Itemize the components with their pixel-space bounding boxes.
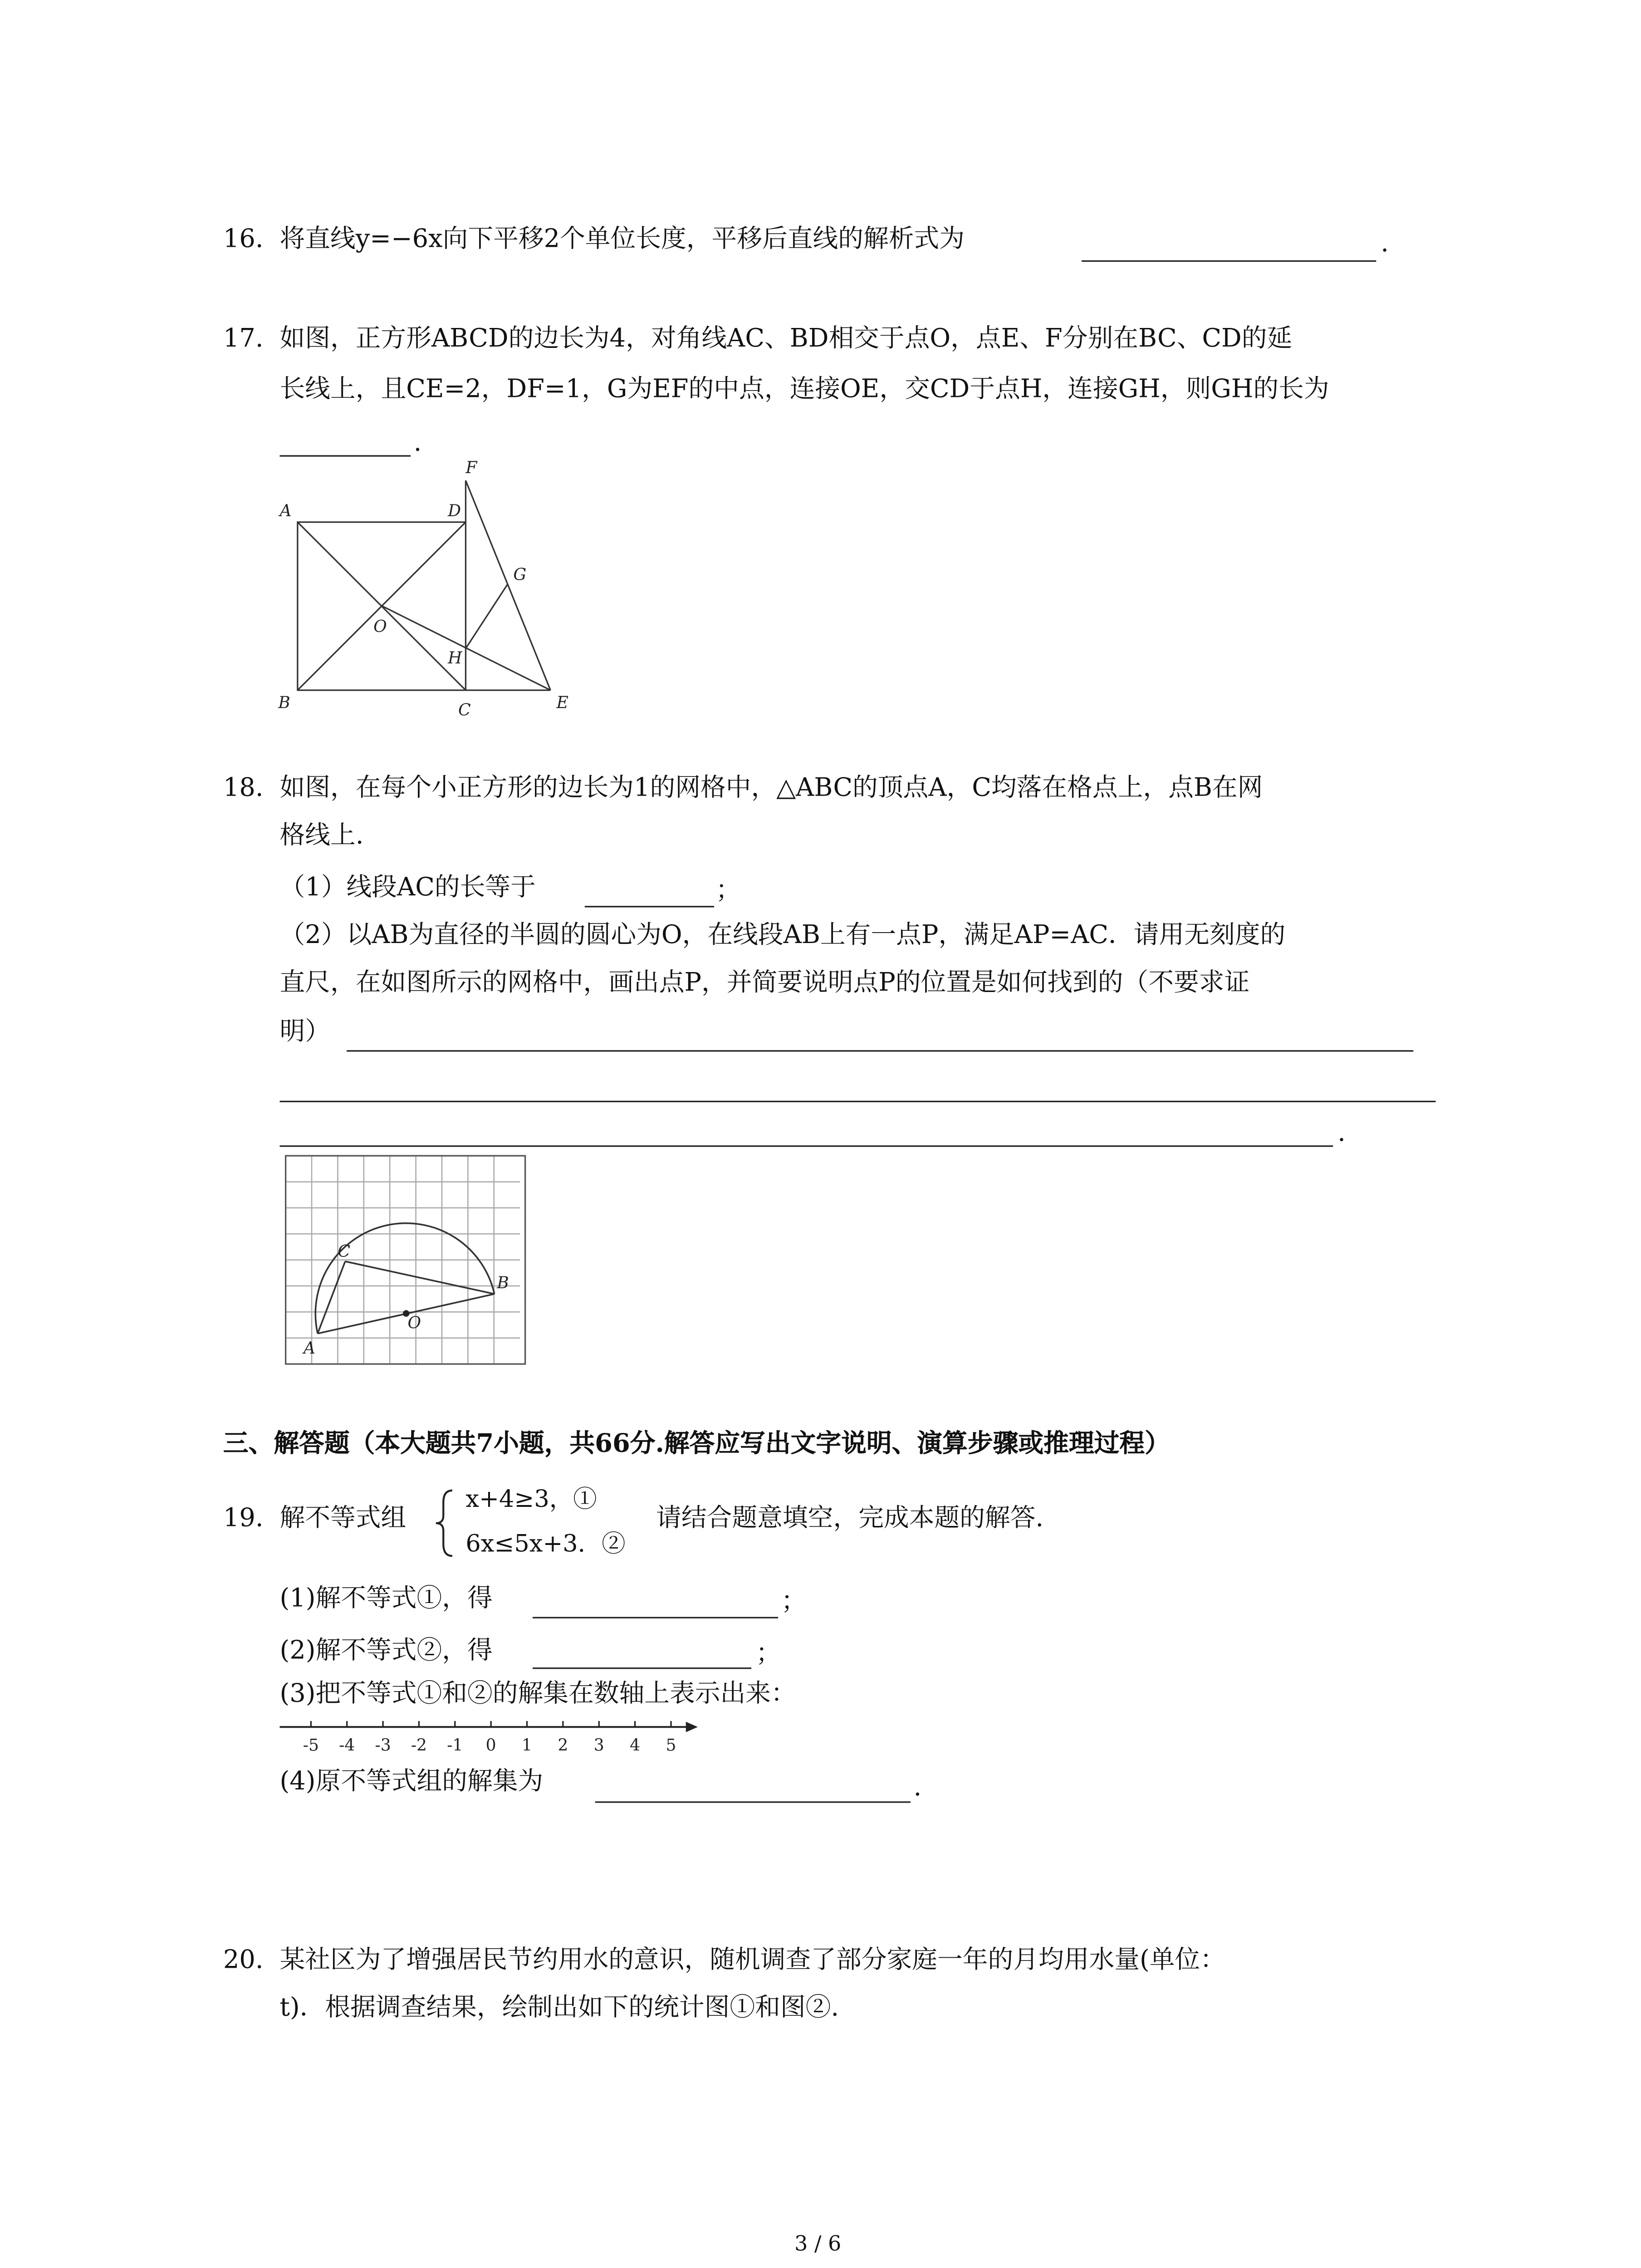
q16-end: .: [1381, 229, 1389, 259]
q19-suffix: 请结合题意填空，完成本题的解答.: [656, 1504, 1044, 1534]
q18-line1: 如图，在每个小正方形的边长为1的网格中，△ABC的顶点A，C均落在格点上，点B在网: [279, 773, 1263, 803]
segment-ef: [465, 480, 550, 690]
q18-part1-end: ；: [715, 876, 741, 906]
q19-step1-end: ；: [781, 1587, 807, 1617]
q19-step4-blank[interactable]: [595, 1801, 911, 1803]
q20-number: 20.: [223, 1945, 264, 1975]
q17-square-figure: [268, 446, 595, 729]
number-line-arrow-icon: [686, 1722, 698, 1732]
q18-part2-line1: （2）以AB为直径的半圆的圆心为O，在线段AB上有一点P，满足AP=AC．请用无刻度的: [279, 920, 1286, 951]
label-b: B: [278, 693, 290, 712]
number-line-tick-label: -1: [447, 1735, 463, 1755]
number-line[interactable]: [275, 1714, 714, 1764]
q17-line1: 如图，正方形ABCD的边长为4，对角线AC、BD相交于点O，点E、F分别在BC、CD的延: [279, 324, 1293, 354]
q18-answer-line-1[interactable]: [347, 1050, 1413, 1051]
q19-step4-end: .: [913, 1773, 922, 1803]
q16-number: 16.: [223, 225, 264, 254]
q18-part1: （1）线段AC的长等于: [279, 873, 536, 903]
q16-answer-blank[interactable]: [1082, 260, 1376, 262]
number-line-tick-label: 0: [485, 1735, 496, 1755]
q18-part2-line3: 明）: [279, 1017, 331, 1047]
number-line-tick-label: 1: [522, 1735, 533, 1755]
page-number: 3 / 6: [794, 2233, 842, 2257]
label-c18: C: [338, 1242, 350, 1261]
q18-part2-line2: 直尺，在如图所示的网格中，画出点P，并简要说明点P的位置是如何找到的（不要求证: [279, 968, 1250, 998]
q19-inequality-1: x+4≥3，①: [465, 1484, 597, 1513]
number-line-tick-label: 2: [558, 1735, 568, 1755]
q18-end: .: [1337, 1119, 1346, 1149]
q19-step2-end: ；: [755, 1639, 781, 1669]
q20-line1: 某社区为了增强居民节约用水的意识，随机调查了部分家庭一年的月均用水量(单位：: [279, 1945, 1225, 1975]
q18-answer-line-2[interactable]: [280, 1101, 1436, 1102]
segment-cb: [345, 1261, 495, 1294]
number-line-tick-label: 4: [630, 1735, 641, 1755]
q17-number: 17.: [223, 324, 264, 354]
q17-end: .: [413, 428, 422, 459]
segment-ac: [318, 1261, 345, 1334]
number-line-tick-label: -2: [411, 1735, 427, 1755]
label-f: F: [465, 458, 477, 477]
q19-step3: (3)把不等式①和②的解集在数轴上表示出来：: [279, 1679, 796, 1709]
q19-number: 19.: [223, 1504, 264, 1534]
number-line-tick-label: 5: [666, 1735, 676, 1755]
q19-step1-blank[interactable]: [533, 1617, 778, 1618]
label-o18: O: [407, 1313, 421, 1333]
label-a: A: [279, 501, 292, 520]
label-g: G: [513, 565, 527, 584]
number-line-tick-label: -3: [375, 1735, 391, 1755]
label-h: H: [448, 648, 462, 668]
section3-title: 三、解答题（本大题共7小题，共66分.解答应写出文字说明、演算步骤或推理过程）: [223, 1429, 1170, 1459]
q17-line2: 长线上，且CE=2，DF=1，G为EF的中点，连接OE，交CD于点H，连接GH，则GH的长为: [279, 375, 1329, 405]
label-b18: B: [497, 1273, 509, 1292]
q19-prefix: 解不等式组: [279, 1504, 407, 1534]
system-brace: [435, 1487, 456, 1559]
label-d: D: [448, 501, 461, 520]
number-line-tick-label: 3: [593, 1735, 604, 1755]
q19-step2-blank[interactable]: [533, 1667, 751, 1669]
number-line-tick-label: -5: [303, 1735, 319, 1755]
q19-inequality-2: 6x≤5x+3．②: [465, 1529, 626, 1558]
label-a18: A: [303, 1339, 316, 1358]
label-o: O: [373, 617, 387, 636]
q18-grid-figure: [275, 1145, 543, 1376]
q19-step4: (4)原不等式组的解集为: [279, 1767, 544, 1797]
q20-line2: t)．根据调查结果，绘制出如下的统计图①和图②.: [279, 1993, 839, 2023]
label-c: C: [458, 700, 471, 720]
q19-step2: (2)解不等式②，得: [279, 1636, 493, 1666]
label-e: E: [556, 693, 568, 712]
segment-gh: [465, 585, 507, 649]
q18-number: 18.: [223, 773, 264, 803]
q16-text: 将直线y=−6x向下平移2个单位长度，平移后直线的解析式为: [279, 225, 965, 254]
number-line-tick-label: -4: [339, 1735, 355, 1755]
q18-line2: 格线上.: [279, 821, 364, 851]
q18-part1-blank[interactable]: [585, 906, 714, 907]
q19-step1: (1)解不等式①，得: [279, 1584, 493, 1614]
